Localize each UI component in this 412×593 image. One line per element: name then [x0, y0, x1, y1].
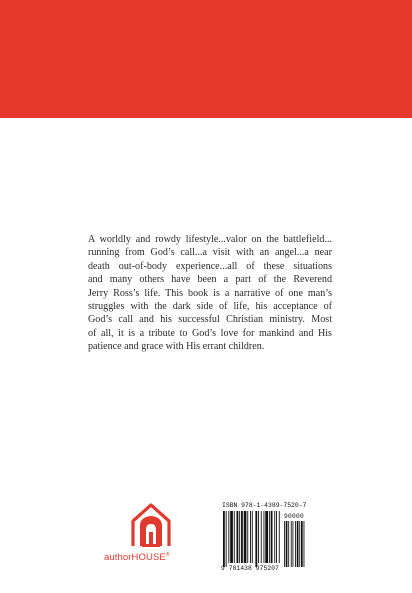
- barcode-addon-bar: [291, 521, 292, 567]
- barcode-addon-bar: [293, 521, 294, 567]
- top-color-band: [0, 0, 412, 118]
- publisher-logo: [104, 500, 200, 570]
- barcode-addon-bar: [301, 521, 303, 567]
- barcode-bar: [261, 511, 262, 563]
- publisher-name-suffix: HOUSE: [131, 552, 166, 564]
- barcode-bar: [255, 511, 257, 567]
- barcode-bars: [220, 511, 319, 567]
- publisher-wordmark: [104, 552, 200, 563]
- barcode-bar: [265, 511, 268, 563]
- barcode-addon-bar: [295, 521, 296, 567]
- barcode-bar: [250, 511, 251, 563]
- barcode-bar: [252, 511, 253, 563]
- blurb-line: patience and grace with His errant children.: [88, 341, 265, 353]
- registered-mark: ®: [165, 552, 170, 558]
- barcode-bar: [241, 511, 243, 563]
- barcode-addon-bar: [286, 521, 288, 567]
- barcode-addon-bar: [284, 521, 285, 567]
- barcode-bar: [237, 511, 239, 563]
- back-cover-blurb: [88, 233, 332, 354]
- blurb-line: Jerry Ross’s life. This book is a narrative of one man’s: [88, 287, 332, 299]
- blurb-line: death out-of-body experience...all of these situations: [88, 260, 332, 272]
- blurb-line: struggles with the dark side of life, his acceptance of: [88, 301, 332, 313]
- publisher-name-prefix: author: [104, 552, 132, 564]
- barcode-bar: [223, 511, 225, 567]
- isbn-barcode: [220, 502, 319, 574]
- barcode-bar: [234, 511, 235, 563]
- barcode-addon-bar: [304, 521, 305, 567]
- barcode-bar: [239, 511, 240, 563]
- barcode-bar: [228, 511, 229, 563]
- blurb-line: and many others have been a part of the Reverend: [88, 274, 332, 286]
- isbn-label: ISBN 978-1-4389-7520-7: [222, 502, 307, 509]
- barcode-addon-bar: [288, 521, 289, 567]
- barcode-bar: [274, 511, 275, 563]
- barcode-bar: [226, 511, 227, 567]
- barcode-bar: [276, 511, 277, 563]
- barcode-ean-digits: 9 781438 975207: [221, 565, 279, 572]
- barcode-bar: [264, 511, 265, 563]
- blurb-line: of all, it is a tribute to God’s love for mankind and His: [88, 327, 332, 339]
- barcode-bar: [247, 511, 248, 563]
- barcode-bar: [271, 511, 273, 563]
- authorhouse-logo-icon: [128, 500, 174, 550]
- barcode-bar: [258, 511, 259, 563]
- barcode-addon-bar: [299, 521, 300, 567]
- barcode-addon-bar: [297, 521, 299, 567]
- blurb-line: A worldly and rowdy lifestyle...valor on the battlefield...: [88, 234, 332, 245]
- blurb-line: God’s call and his successful Christian ministry. Most: [88, 314, 332, 326]
- barcode-bar: [279, 511, 280, 563]
- barcode-bar: [244, 511, 247, 563]
- barcode-bar: [230, 511, 233, 563]
- barcode-bar: [269, 511, 270, 563]
- barcode-addon-digits: 90000: [284, 513, 305, 520]
- blurb-line: running from God’s call...a visit with an angel...a near: [88, 247, 332, 259]
